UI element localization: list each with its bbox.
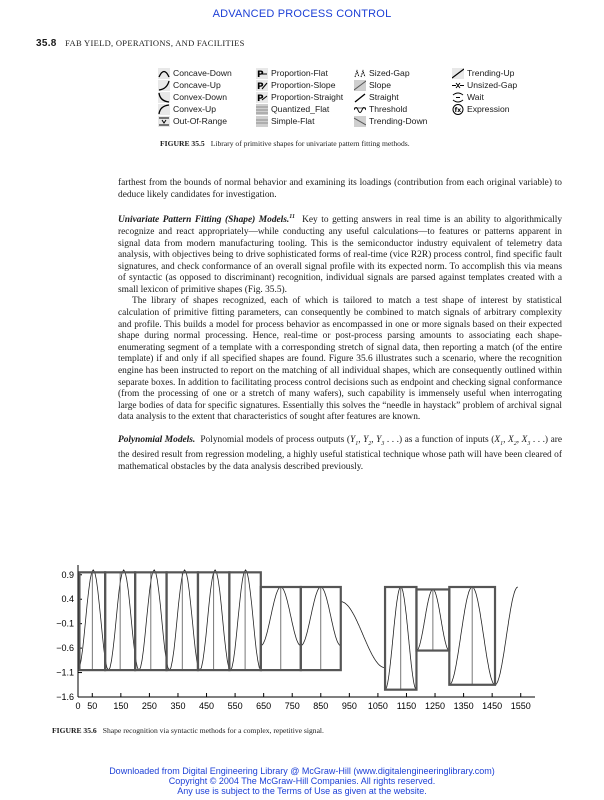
x-tick-label: 1350 <box>453 701 474 711</box>
figure-35-6-caption <box>52 726 324 735</box>
x-tick-label: 1550 <box>510 701 531 711</box>
x-tick-label: 1450 <box>482 701 503 711</box>
footnote-ref: 11 <box>289 214 295 221</box>
shape-trending-up <box>452 67 514 79</box>
expression-icon <box>452 104 464 115</box>
svg-text:fx: fx <box>454 106 462 114</box>
shape-library-figure <box>158 65 528 130</box>
convex-down-icon <box>158 92 170 103</box>
body-text <box>118 178 562 474</box>
x-tick-label: 50 <box>87 701 98 711</box>
y-tick-label: −1.1 <box>56 667 74 678</box>
source-banner[interactable]: ADVANCED PROCESS CONTROL <box>212 8 392 20</box>
shape-label: Trending-Down <box>369 116 428 126</box>
trending-up-icon <box>452 68 464 79</box>
shape-label: Quantized_Flat <box>271 104 330 114</box>
x-tick-label: 650 <box>256 701 272 711</box>
x-tick-label: 350 <box>170 701 186 711</box>
shape-label: Simple-Flat <box>271 116 315 126</box>
input-var: $X_3$ <box>521 435 531 447</box>
output-var: $Y_2$ <box>363 435 372 447</box>
output-var: $Y_3$ <box>376 435 385 447</box>
shape-proportion-straight <box>256 91 343 103</box>
simple-flat-icon <box>256 116 268 127</box>
section-heading: Polynomial Models. <box>118 435 196 445</box>
x-tick-label: 450 <box>199 701 215 711</box>
convex-up-icon <box>158 104 170 115</box>
shape-label: Threshold <box>369 104 408 114</box>
x-tick-label: 550 <box>227 701 243 711</box>
shape-label: Concave-Down <box>173 68 232 78</box>
figure-label: FIGURE 35.5 <box>160 139 205 148</box>
footer-download-link[interactable]: Downloaded from Digital Engineering Library @ McGraw-Hill (www.digitalengineeringlibrary.com) <box>109 766 495 776</box>
y-tick-label: 0.4 <box>61 594 74 605</box>
sized-gap-icon <box>354 68 366 79</box>
slope-icon <box>354 80 366 91</box>
input-var: $X_2$ <box>507 435 517 447</box>
shape-convex-down <box>158 91 227 103</box>
y-tick-label: −1.6 <box>56 692 74 702</box>
shape-straight <box>354 91 399 103</box>
out-of-range-icon <box>158 116 170 127</box>
concave-down-icon <box>158 68 170 79</box>
shape-label: Proportion-Flat <box>271 68 328 78</box>
shape-label: Unsized-Gap <box>467 80 518 90</box>
proportion-flat-icon <box>256 68 268 79</box>
univariate-paragraph <box>118 212 562 296</box>
footer <box>0 766 604 796</box>
shape-out-of-range <box>158 115 227 127</box>
shape-label: Concave-Up <box>173 80 221 90</box>
shape-library-paragraph: The library of shapes recognized, each of which is tailored to match a test shape of interest by statistical calculation of primitive fitting parameters, can consequently be combined to match signals of arbitrary complexity and profile. This builds a model for process behavior as encompassed in one or more signals based on their expected shape during normal processing. Hence, real-time or post-process parsing amounts to associating each shape-enumerating segment of a template with a corresponding stretch of signal data, then reporting a match (of the entire template) if and only if all specified shapes are found. Figure 35.6 illustrates such a scenario, where the recognition engine has been instructed to report on the matching of all individual shapes, which are consequently outlined within separate boxes. In addition to facilitating process control decisions such as endpoint and checking signal conformance (from the processing of one or a stretch of many wafers), such capability is immensely useful when interrogating large bodies of data for specific signatures. Essentially this solves the “needle in haystack” problem of archival signal data analysis to the extent that characteristics of sought after features are known. <box>118 296 562 423</box>
shape-label: Proportion-Slope <box>271 80 336 90</box>
x-tick-label: 0 <box>75 701 81 711</box>
shape-label: Trending-Up <box>467 68 515 78</box>
page-number: 35.8 <box>36 38 57 49</box>
x-tick-label: 1050 <box>367 701 388 711</box>
x-tick-label: 150 <box>113 701 129 711</box>
shape-proportion-slope <box>256 79 336 91</box>
shape-label: Sized-Gap <box>369 68 410 78</box>
running-head <box>36 38 245 49</box>
output-var: $Y_1$ <box>349 435 359 447</box>
straight-icon <box>354 92 366 103</box>
shape-label: Proportion-Straight <box>271 92 344 102</box>
x-tick-label: 750 <box>284 701 300 711</box>
shape-threshold <box>354 103 407 115</box>
threshold-icon <box>354 104 366 115</box>
shape-label: Expression <box>467 104 510 114</box>
shape-wait <box>452 91 484 103</box>
svg-text:P: P <box>257 81 264 91</box>
shape-label: Slope <box>369 80 391 90</box>
shape-convex-up <box>158 103 216 115</box>
trending-down-icon <box>354 116 366 127</box>
svg-text:P: P <box>257 93 264 103</box>
x-tick-label: 1150 <box>396 701 417 711</box>
shape-recognition-chart <box>50 560 560 720</box>
shape-quantized-flat <box>256 103 329 115</box>
shape-label: Convex-Up <box>173 104 216 114</box>
x-tick-label: 950 <box>341 701 357 711</box>
chapter-title: FAB YIELD, OPERATIONS, AND FACILITIES <box>65 38 245 48</box>
shape-sized-gap <box>354 67 410 79</box>
shape-unsized-gap <box>452 79 517 91</box>
concave-up-icon <box>158 80 170 91</box>
input-var: $X_1$ <box>494 435 504 447</box>
shape-label: Convex-Down <box>173 92 227 102</box>
footer-copyright: Copyright © 2004 The McGraw-Hill Companies. All rights reserved. <box>168 776 436 786</box>
proportion-slope-icon <box>256 80 268 91</box>
shape-expression <box>452 103 510 115</box>
wait-icon <box>452 92 464 103</box>
x-tick-label: 1250 <box>425 701 446 711</box>
shape-slope <box>354 79 391 91</box>
y-tick-label: −0.1 <box>56 618 74 629</box>
shape-concave-down <box>158 67 232 79</box>
proportion-straight-icon <box>256 92 268 103</box>
y-tick-label: 0.9 <box>61 569 74 580</box>
polynomial-paragraph: Polynomial Models. Polynomial models of process outputs ($Y_1$, $Y_2$, $Y_3$ . . .) as a function of inputs ($X_1$, $X_2$, $X_3$ . . .) are the desired result from regression modeling, a highly useful statistical technique whose path will have been cleared of mathematical obstacles by the data analysis described previously. <box>118 435 563 473</box>
shape-trending-down <box>354 115 427 127</box>
section-heading: Univariate Pattern Fitting (Shape) Models. <box>118 215 290 226</box>
figure-caption-text: Shape recognition via syntactic methods for a complex, repetitive signal. <box>102 726 324 735</box>
figure-35-5-caption <box>160 139 410 148</box>
svg-text:P: P <box>257 69 264 79</box>
x-tick-label: 850 <box>313 701 329 711</box>
x-tick-label: 250 <box>141 701 157 711</box>
shape-proportion-flat <box>256 67 328 79</box>
shape-concave-up <box>158 79 221 91</box>
shape-label: Straight <box>369 92 399 102</box>
shape-simple-flat <box>256 115 314 127</box>
figure-caption-text: Library of primitive shapes for univariate pattern fitting methods. <box>210 139 410 148</box>
y-tick-label: −0.6 <box>56 643 74 654</box>
shape-label: Out-Of-Range <box>173 116 227 126</box>
footer-terms[interactable]: Any use is subject to the Terms of Use as given at the website. <box>177 786 427 796</box>
shape-label: Wait <box>467 92 484 102</box>
unsized-gap-icon <box>452 80 464 91</box>
quantized-flat-icon <box>256 104 268 115</box>
intro-paragraph: farthest from the bounds of normal behavior and examining its loadings (contribution from each original variable) to deduce likely candidates for investigation. <box>118 178 562 200</box>
figure-label: FIGURE 35.6 <box>52 726 97 735</box>
univariate-text: Key to getting answers in real time is an ability to algorithmically recognize and react appropriately—while conducting any useful calculations—to features or patterns apparent in signal data from modern manufacturing tooling. This is the semiconductor industry equivalent of telemetry data analysis, with objectives being to drive sophisticated forms of real-time (vice R2R) process control, find specific fault signatures, and check conformance of an overall signal profile with its expected norm. To accomplish this via means of syntactic (as opposed to discriminant) recognition, individual signals are parsed against templates created with a small lexicon of primitive shapes (Fig. 35.5). <box>118 215 563 295</box>
